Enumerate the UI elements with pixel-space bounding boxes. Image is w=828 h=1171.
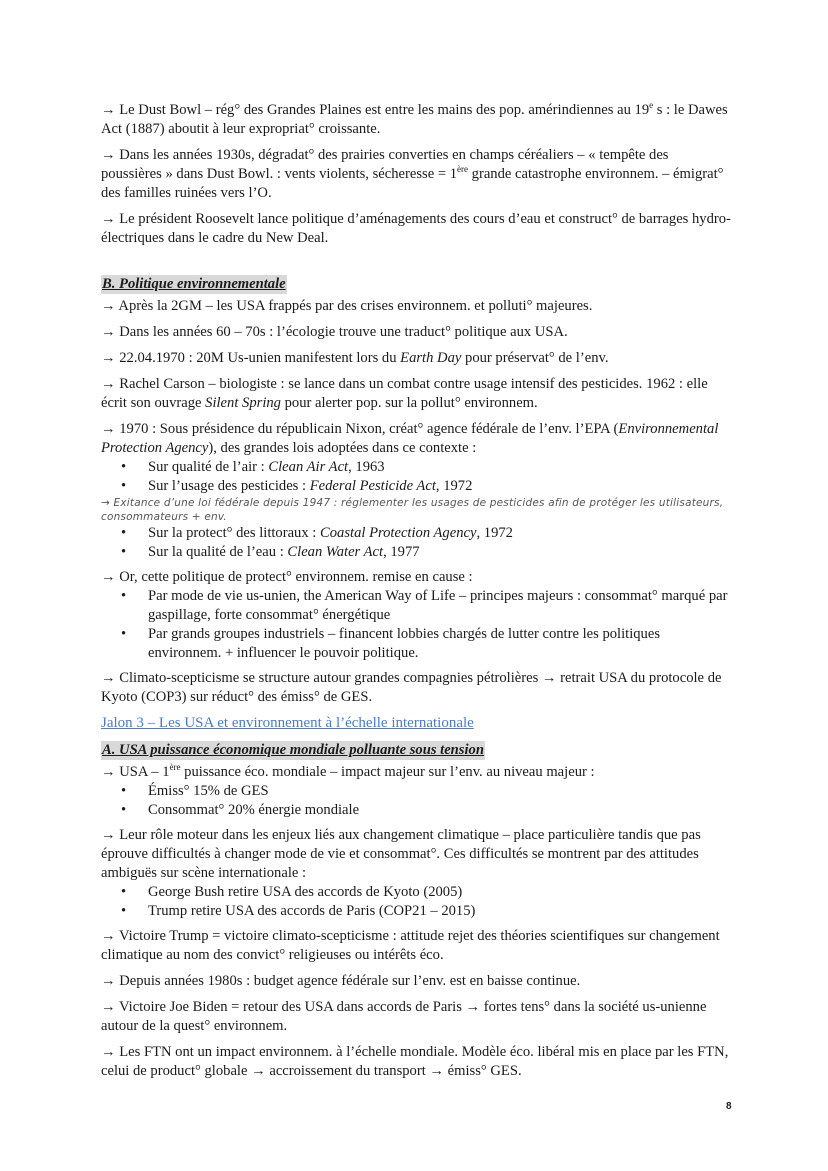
text-run: → Victoire Joe Biden = retour des USA dans accords de Paris → fortes tens° dans la société us-unienne autour de la quest° environnem. — [101, 999, 707, 1034]
text-run: Par mode de vie us-unien, the American Way of Life – principes majeurs : consommat° marqué par gaspillage, forte consommat° énergétique — [148, 588, 728, 623]
text-run: → Depuis années 1980s : budget agence fédérale sur l’env. est en baisse continue. — [101, 973, 581, 989]
paragraph — [101, 568, 731, 587]
list-item — [101, 883, 731, 902]
list-item — [101, 625, 731, 663]
page-number: 8 — [726, 1101, 732, 1112]
text-run: Sur la qualité de l’eau : — [148, 544, 288, 560]
document-body — [101, 101, 731, 1088]
superscript: e — [649, 100, 654, 111]
list-item — [101, 543, 731, 562]
paragraph — [101, 146, 731, 203]
text-run: s : le Dawes Act (1887) aboutit à leur expropriat° croissante. — [101, 102, 728, 137]
text-run: pour alerter pop. sur la pollut° environnem. — [280, 395, 538, 411]
heading-wrapper — [101, 714, 731, 733]
text-run: Par grands groupes industriels – financent lobbies chargés de lutter contre les politiques environnem. + influencer le pouvoir politique. — [148, 626, 661, 661]
superscript: ère — [169, 762, 181, 773]
italic-text: Federal Pesticide Act — [309, 478, 436, 494]
paragraph — [101, 349, 731, 368]
text-run: Trump retire USA des accords de Paris (COP21 – 2015) — [148, 903, 476, 919]
text-run: , 1972 — [476, 525, 513, 541]
paragraph — [101, 826, 731, 883]
list-item — [101, 458, 731, 477]
list-item — [101, 782, 731, 801]
text-run: → Or, cette politique de protect° environnem. remise en cause : — [101, 569, 473, 585]
text-run: → Dans les années 60 – 70s : l’écologie trouve une traduct° politique aux USA. — [101, 324, 568, 340]
text-run: ), des grandes lois adoptées dans ce contexte : — [208, 440, 477, 456]
text-run: , 1963 — [348, 459, 385, 475]
paragraph — [101, 763, 731, 782]
text-run: pour préservat° de l’env. — [461, 350, 609, 366]
bullet-list — [101, 883, 731, 921]
text-run: → Le président Roosevelt lance politique d’aménagements des cours d’eau et construct° de barrages hydro-électriques dans le cadre du New Deal. — [101, 211, 731, 246]
heading-wrapper — [101, 733, 731, 763]
text-run: → Après la 2GM – les USA frappés par des crises environnem. et polluti° majeures. — [101, 298, 593, 314]
text-run: → Rachel Carson – biologiste : se lance dans un combat contre usage intensif des pesticides. 1962 : elle écrit son ouvrage — [101, 376, 708, 411]
paragraph — [101, 420, 731, 458]
handwritten-note — [101, 496, 731, 524]
text-run: → 1970 : Sous présidence du républicain Nixon, créat° agence fédérale de l’env. l’EPA ( — [101, 421, 619, 437]
paragraph — [101, 998, 731, 1036]
italic-text: Clean Air Act — [268, 459, 349, 475]
italic-text: Clean Water Act — [287, 544, 384, 560]
bullet-list — [101, 587, 731, 663]
text-run: Sur qualité de l’air : — [148, 459, 269, 475]
text-run: → Leur rôle moteur dans les enjeux liés aux changement climatique – place particulière tandis que pas éprouve difficultés à changer mode de vie et consommat°. Ces difficultés se montrent par des attitudes ambiguës sur scène internationale : — [101, 827, 701, 881]
italic-text: Silent Spring — [205, 395, 281, 411]
paragraph — [101, 101, 731, 139]
text-run: Consommat° 20% énergie mondiale — [148, 802, 360, 818]
text-run: → Dans les années 1930s, dégradat° des prairies converties en champs céréaliers – « tempête des poussières » dans Dust Bowl. : vents violents, sécheresse = 1 — [101, 147, 669, 182]
italic-text: Coastal Protection Agency — [320, 525, 477, 541]
heading-wrapper — [101, 255, 731, 297]
text-run: Sur la protect° des littoraux : — [148, 525, 321, 541]
paragraph — [101, 323, 731, 342]
italic-text: Environnemental Protection Agency — [101, 421, 719, 456]
text-run: → Climato-scepticisme se structure autour grandes compagnies pétrolières → retrait USA du protocole de Kyoto (COP3) sur réduct° des émiss° de GES. — [101, 670, 722, 705]
text-run: Sur l’usage des pesticides : — [148, 478, 310, 494]
text-run: → Les FTN ont un impact environnem. à l’échelle mondiale. Modèle éco. libéral mis en place par les FTN, celui de product° globale → accroissement du transport → émiss° GES. — [101, 1044, 729, 1079]
text-run: A. USA puissance économique mondiale polluante sous tension — [102, 742, 484, 758]
bullet-list — [101, 782, 731, 820]
bullet-list — [101, 458, 731, 496]
paragraph — [101, 297, 731, 316]
text-run: George Bush retire USA des accords de Kyoto (2005) — [148, 884, 463, 900]
paragraph — [101, 669, 731, 707]
paragraph — [101, 1043, 731, 1081]
section-heading — [101, 275, 287, 294]
text-run: Émiss° 15% de GES — [148, 783, 269, 799]
text-run: → 22.04.1970 : 20M Us-unien manifestent lors du — [101, 350, 401, 366]
italic-text: Earth Day — [400, 350, 462, 366]
list-item — [101, 587, 731, 625]
text-run: → Exitance d’une loi fédérale depuis 1947 : réglementer les usages de pesticides afin de protéger les utilisateurs, consommateurs + env. — [101, 497, 724, 523]
superscript: ère — [457, 164, 469, 175]
text-run: → Le Dust Bowl – rég° des Grandes Plaines est entre les mains des pop. amérindiennes au 19 — [101, 102, 650, 118]
text-run: , 1972 — [435, 478, 473, 494]
paragraph — [101, 210, 731, 248]
text-run: , 1977 — [383, 544, 420, 560]
text-run: Jalon 3 – Les USA et environnement à l’échelle internationale — [101, 715, 474, 731]
list-item — [101, 801, 731, 820]
paragraph — [101, 927, 731, 965]
text-run: B. Politique environnementale — [102, 276, 286, 292]
paragraph — [101, 972, 731, 991]
text-run: puissance éco. mondiale – impact majeur sur l’env. au niveau majeur : — [180, 764, 595, 780]
text-run: grande catastrophe environnem. – émigrat° des familles ruinées vers l’O. — [101, 166, 724, 201]
text-run: → USA – 1 — [101, 764, 170, 780]
list-item — [101, 524, 731, 543]
text-run: → Victoire Trump = victoire climato-scepticisme : attitude rejet des théories scientifiques sur changement climatique au nom des convict° religieuses ou intérêts éco. — [101, 928, 720, 963]
section-heading — [101, 741, 485, 760]
bullet-list — [101, 524, 731, 562]
list-item — [101, 477, 731, 496]
jalon-heading — [101, 714, 731, 733]
list-item — [101, 902, 731, 921]
paragraph — [101, 375, 731, 413]
